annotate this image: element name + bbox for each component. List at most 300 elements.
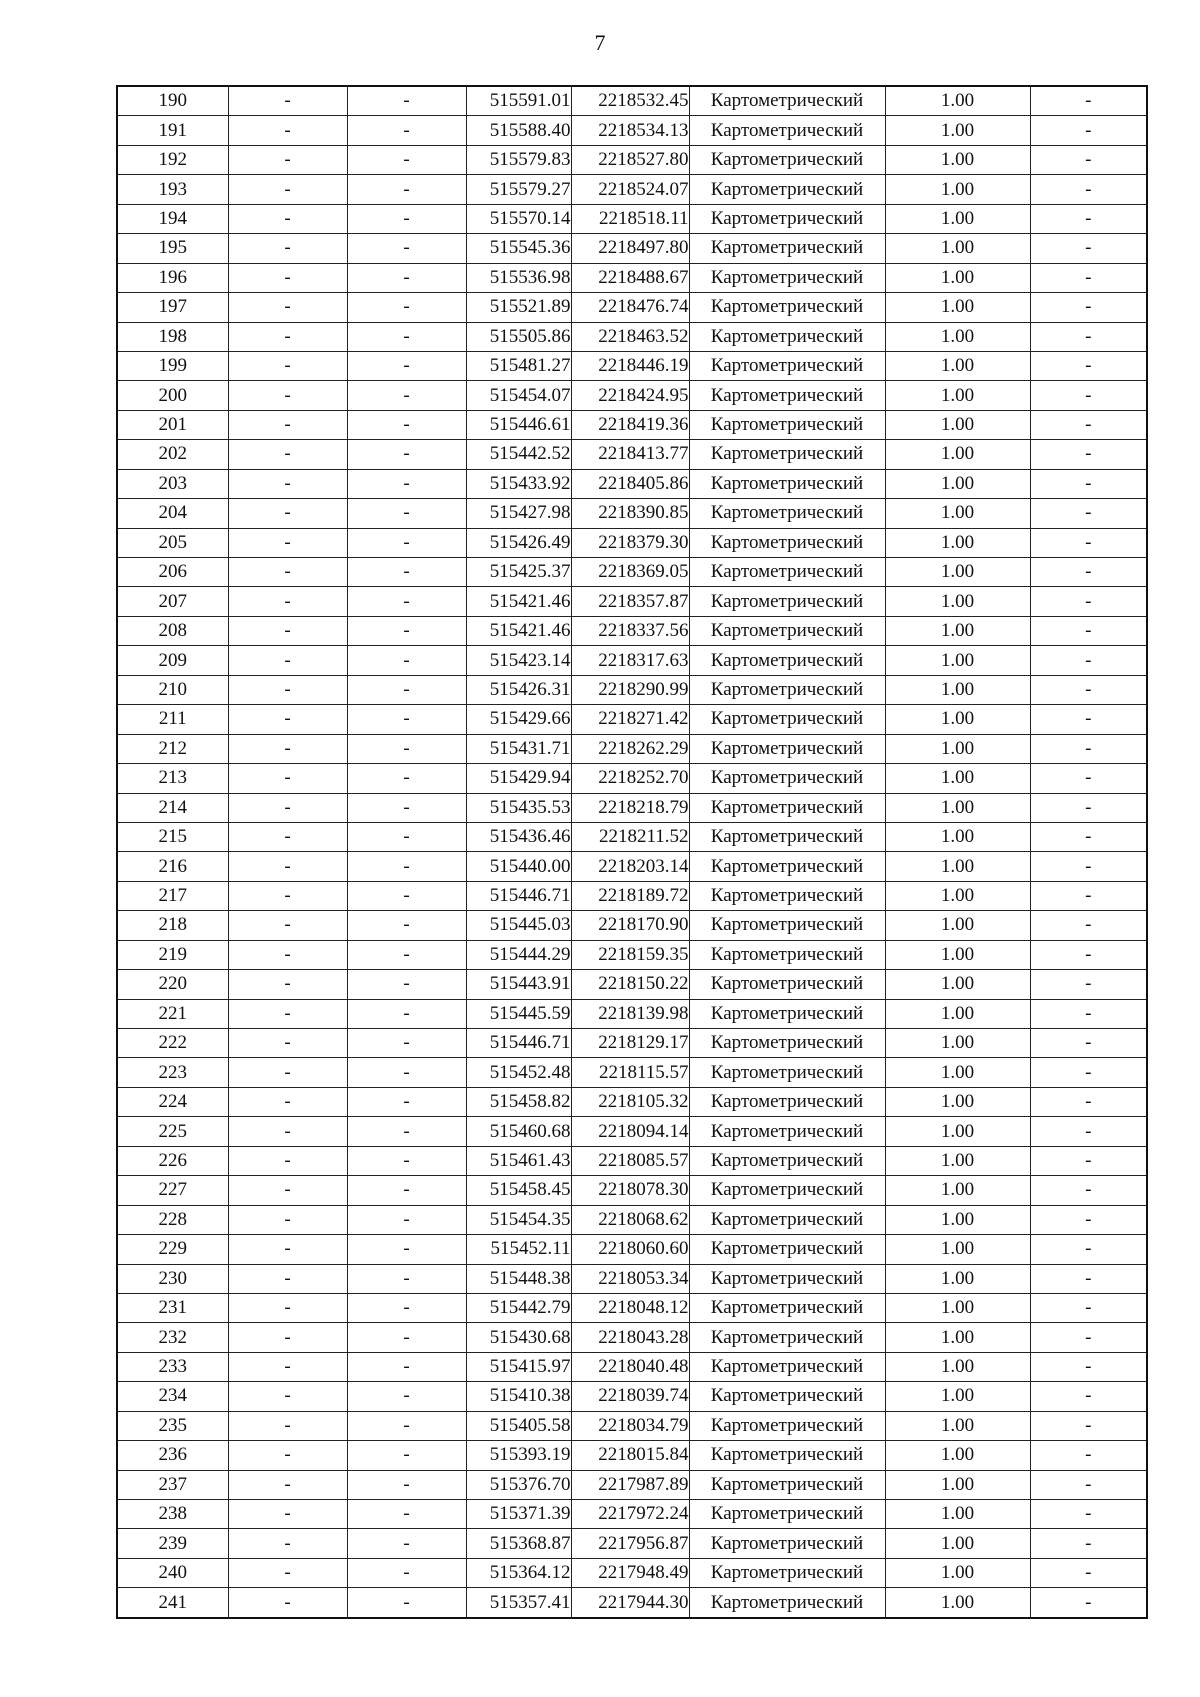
table-row [117, 234, 1147, 263]
old-y-cell: - [347, 440, 466, 469]
accuracy-cell: 1.00 [885, 175, 1030, 204]
x-coordinate-cell: 515458.82 [466, 1087, 571, 1116]
accuracy-cell: 1.00 [885, 822, 1030, 851]
note-cell: - [1030, 175, 1147, 204]
point-number-cell: 220 [117, 970, 228, 999]
accuracy-cell: 1.00 [885, 1500, 1030, 1529]
old-y-cell: - [347, 469, 466, 498]
y-coordinate-cell: 2218534.13 [571, 116, 689, 145]
method-cell: Картометрический [689, 440, 885, 469]
x-coordinate-cell: 515481.27 [466, 351, 571, 380]
old-x-cell: - [228, 881, 347, 910]
table-row [117, 1352, 1147, 1381]
x-coordinate-cell: 515579.27 [466, 175, 571, 204]
old-y-cell: - [347, 1117, 466, 1146]
old-y-cell: - [347, 1470, 466, 1499]
method-cell: Картометрический [689, 469, 885, 498]
table-row [117, 1176, 1147, 1205]
table-row [117, 528, 1147, 557]
x-coordinate-cell: 515448.38 [466, 1264, 571, 1293]
y-coordinate-cell: 2218390.85 [571, 499, 689, 528]
old-y-cell: - [347, 1382, 466, 1411]
accuracy-cell: 1.00 [885, 1382, 1030, 1411]
method-cell: Картометрический [689, 999, 885, 1028]
method-cell: Картометрический [689, 1117, 885, 1146]
table-row [117, 940, 1147, 969]
old-y-cell: - [347, 322, 466, 351]
point-number-cell: 219 [117, 940, 228, 969]
x-coordinate-cell: 515446.71 [466, 1029, 571, 1058]
table-row [117, 1087, 1147, 1116]
table-row [117, 1588, 1147, 1618]
method-cell: Картометрический [689, 646, 885, 675]
y-coordinate-cell: 2218139.98 [571, 999, 689, 1028]
point-number-cell: 199 [117, 351, 228, 380]
point-number-cell: 211 [117, 705, 228, 734]
point-number-cell: 241 [117, 1588, 228, 1618]
old-y-cell: - [347, 204, 466, 233]
y-coordinate-cell: 2218446.19 [571, 351, 689, 380]
x-coordinate-cell: 515393.19 [466, 1441, 571, 1470]
x-coordinate-cell: 515426.31 [466, 675, 571, 704]
y-coordinate-cell: 2218078.30 [571, 1176, 689, 1205]
table-row [117, 1235, 1147, 1264]
old-x-cell: - [228, 1029, 347, 1058]
old-y-cell: - [347, 705, 466, 734]
point-number-cell: 218 [117, 911, 228, 940]
old-x-cell: - [228, 351, 347, 380]
accuracy-cell: 1.00 [885, 1529, 1030, 1558]
accuracy-cell: 1.00 [885, 911, 1030, 940]
table-row [117, 322, 1147, 351]
y-coordinate-cell: 2218413.77 [571, 440, 689, 469]
old-x-cell: - [228, 764, 347, 793]
table-row [117, 734, 1147, 763]
method-cell: Картометрический [689, 1352, 885, 1381]
y-coordinate-cell: 2218105.32 [571, 1087, 689, 1116]
x-coordinate-cell: 515427.98 [466, 499, 571, 528]
x-coordinate-cell: 515421.46 [466, 587, 571, 616]
x-coordinate-cell: 515445.59 [466, 999, 571, 1028]
y-coordinate-cell: 2218211.52 [571, 822, 689, 851]
accuracy-cell: 1.00 [885, 1470, 1030, 1499]
accuracy-cell: 1.00 [885, 1264, 1030, 1293]
y-coordinate-cell: 2218262.29 [571, 734, 689, 763]
x-coordinate-cell: 515423.14 [466, 646, 571, 675]
note-cell: - [1030, 499, 1147, 528]
x-coordinate-cell: 515376.70 [466, 1470, 571, 1499]
y-coordinate-cell: 2218060.60 [571, 1235, 689, 1264]
method-cell: Картометрический [689, 1029, 885, 1058]
old-x-cell: - [228, 1205, 347, 1234]
method-cell: Картометрический [689, 1058, 885, 1087]
point-number-cell: 239 [117, 1529, 228, 1558]
method-cell: Картометрический [689, 1293, 885, 1322]
old-x-cell: - [228, 1176, 347, 1205]
note-cell: - [1030, 1176, 1147, 1205]
x-coordinate-cell: 515440.00 [466, 852, 571, 881]
method-cell: Картометрический [689, 1087, 885, 1116]
accuracy-cell: 1.00 [885, 145, 1030, 174]
point-number-cell: 224 [117, 1087, 228, 1116]
method-cell: Картометрический [689, 911, 885, 940]
y-coordinate-cell: 2218532.45 [571, 86, 689, 116]
table-row [117, 175, 1147, 204]
note-cell: - [1030, 1087, 1147, 1116]
old-y-cell: - [347, 1588, 466, 1618]
x-coordinate-cell: 515452.48 [466, 1058, 571, 1087]
method-cell: Картометрический [689, 970, 885, 999]
old-x-cell: - [228, 734, 347, 763]
old-y-cell: - [347, 646, 466, 675]
accuracy-cell: 1.00 [885, 1323, 1030, 1352]
y-coordinate-cell: 2218290.99 [571, 675, 689, 704]
accuracy-cell: 1.00 [885, 999, 1030, 1028]
accuracy-cell: 1.00 [885, 734, 1030, 763]
point-number-cell: 195 [117, 234, 228, 263]
old-x-cell: - [228, 1500, 347, 1529]
old-y-cell: - [347, 1205, 466, 1234]
x-coordinate-cell: 515570.14 [466, 204, 571, 233]
y-coordinate-cell: 2217944.30 [571, 1588, 689, 1618]
accuracy-cell: 1.00 [885, 322, 1030, 351]
y-coordinate-cell: 2218405.86 [571, 469, 689, 498]
table-row [117, 793, 1147, 822]
note-cell: - [1030, 646, 1147, 675]
old-x-cell: - [228, 1087, 347, 1116]
accuracy-cell: 1.00 [885, 293, 1030, 322]
x-coordinate-cell: 515368.87 [466, 1529, 571, 1558]
accuracy-cell: 1.00 [885, 1588, 1030, 1618]
point-number-cell: 205 [117, 528, 228, 557]
method-cell: Картометрический [689, 1235, 885, 1264]
accuracy-cell: 1.00 [885, 116, 1030, 145]
note-cell: - [1030, 86, 1147, 116]
accuracy-cell: 1.00 [885, 1176, 1030, 1205]
note-cell: - [1030, 852, 1147, 881]
point-number-cell: 240 [117, 1558, 228, 1587]
accuracy-cell: 1.00 [885, 1235, 1030, 1264]
old-x-cell: - [228, 1323, 347, 1352]
accuracy-cell: 1.00 [885, 1411, 1030, 1440]
table-row [117, 86, 1147, 116]
method-cell: Картометрический [689, 1382, 885, 1411]
old-x-cell: - [228, 646, 347, 675]
method-cell: Картометрический [689, 852, 885, 881]
accuracy-cell: 1.00 [885, 881, 1030, 910]
method-cell: Картометрический [689, 881, 885, 910]
x-coordinate-cell: 515415.97 [466, 1352, 571, 1381]
point-number-cell: 200 [117, 381, 228, 410]
old-y-cell: - [347, 999, 466, 1028]
x-coordinate-cell: 515458.45 [466, 1176, 571, 1205]
accuracy-cell: 1.00 [885, 381, 1030, 410]
accuracy-cell: 1.00 [885, 646, 1030, 675]
method-cell: Картометрический [689, 86, 885, 116]
old-y-cell: - [347, 940, 466, 969]
old-x-cell: - [228, 940, 347, 969]
old-y-cell: - [347, 116, 466, 145]
note-cell: - [1030, 351, 1147, 380]
old-x-cell: - [228, 793, 347, 822]
note-cell: - [1030, 1146, 1147, 1175]
old-y-cell: - [347, 293, 466, 322]
note-cell: - [1030, 293, 1147, 322]
note-cell: - [1030, 263, 1147, 292]
table-row [117, 558, 1147, 587]
method-cell: Картометрический [689, 1588, 885, 1618]
old-x-cell: - [228, 970, 347, 999]
old-x-cell: - [228, 616, 347, 645]
point-number-cell: 194 [117, 204, 228, 233]
old-x-cell: - [228, 234, 347, 263]
page-number: 7 [594, 30, 606, 55]
x-coordinate-cell: 515454.35 [466, 1205, 571, 1234]
y-coordinate-cell: 2218039.74 [571, 1382, 689, 1411]
accuracy-cell: 1.00 [885, 1441, 1030, 1470]
note-cell: - [1030, 705, 1147, 734]
point-number-cell: 201 [117, 410, 228, 439]
old-y-cell: - [347, 558, 466, 587]
accuracy-cell: 1.00 [885, 1029, 1030, 1058]
x-coordinate-cell: 515430.68 [466, 1323, 571, 1352]
accuracy-cell: 1.00 [885, 587, 1030, 616]
table-row [117, 116, 1147, 145]
method-cell: Картометрический [689, 293, 885, 322]
method-cell: Картометрический [689, 1323, 885, 1352]
y-coordinate-cell: 2218034.79 [571, 1411, 689, 1440]
table-row [117, 1264, 1147, 1293]
y-coordinate-cell: 2218053.34 [571, 1264, 689, 1293]
old-y-cell: - [347, 175, 466, 204]
old-x-cell: - [228, 469, 347, 498]
table-row [117, 1058, 1147, 1087]
method-cell: Картометрический [689, 528, 885, 557]
old-y-cell: - [347, 381, 466, 410]
old-y-cell: - [347, 970, 466, 999]
method-cell: Картометрический [689, 675, 885, 704]
old-y-cell: - [347, 822, 466, 851]
method-cell: Картометрический [689, 705, 885, 734]
table-row [117, 1146, 1147, 1175]
note-cell: - [1030, 881, 1147, 910]
x-coordinate-cell: 515588.40 [466, 116, 571, 145]
old-y-cell: - [347, 1264, 466, 1293]
note-cell: - [1030, 616, 1147, 645]
point-number-cell: 204 [117, 499, 228, 528]
old-x-cell: - [228, 1117, 347, 1146]
point-number-cell: 196 [117, 263, 228, 292]
note-cell: - [1030, 793, 1147, 822]
method-cell: Картометрический [689, 734, 885, 763]
method-cell: Картометрический [689, 587, 885, 616]
y-coordinate-cell: 2218419.36 [571, 410, 689, 439]
y-coordinate-cell: 2218218.79 [571, 793, 689, 822]
table-row [117, 293, 1147, 322]
accuracy-cell: 1.00 [885, 764, 1030, 793]
note-cell: - [1030, 1470, 1147, 1499]
old-y-cell: - [347, 587, 466, 616]
point-number-cell: 222 [117, 1029, 228, 1058]
old-x-cell: - [228, 145, 347, 174]
table-row [117, 1382, 1147, 1411]
y-coordinate-cell: 2217948.49 [571, 1558, 689, 1587]
old-y-cell: - [347, 263, 466, 292]
note-cell: - [1030, 1058, 1147, 1087]
method-cell: Картометрический [689, 1441, 885, 1470]
method-cell: Картометрический [689, 145, 885, 174]
old-x-cell: - [228, 587, 347, 616]
y-coordinate-cell: 2218068.62 [571, 1205, 689, 1234]
table-row [117, 410, 1147, 439]
y-coordinate-cell: 2218252.70 [571, 764, 689, 793]
old-y-cell: - [347, 1352, 466, 1381]
table-row [117, 204, 1147, 233]
point-number-cell: 221 [117, 999, 228, 1028]
old-x-cell: - [228, 1146, 347, 1175]
x-coordinate-cell: 515460.68 [466, 1117, 571, 1146]
point-number-cell: 237 [117, 1470, 228, 1499]
y-coordinate-cell: 2218337.56 [571, 616, 689, 645]
old-y-cell: - [347, 852, 466, 881]
old-x-cell: - [228, 675, 347, 704]
x-coordinate-cell: 515436.46 [466, 822, 571, 851]
note-cell: - [1030, 940, 1147, 969]
y-coordinate-cell: 2218129.17 [571, 1029, 689, 1058]
x-coordinate-cell: 515429.94 [466, 764, 571, 793]
old-y-cell: - [347, 1441, 466, 1470]
old-x-cell: - [228, 322, 347, 351]
table-row [117, 1029, 1147, 1058]
table-row [117, 1558, 1147, 1587]
accuracy-cell: 1.00 [885, 1058, 1030, 1087]
old-x-cell: - [228, 1293, 347, 1322]
y-coordinate-cell: 2218159.35 [571, 940, 689, 969]
old-y-cell: - [347, 764, 466, 793]
old-y-cell: - [347, 1176, 466, 1205]
accuracy-cell: 1.00 [885, 440, 1030, 469]
old-x-cell: - [228, 528, 347, 557]
old-x-cell: - [228, 999, 347, 1028]
x-coordinate-cell: 515421.46 [466, 616, 571, 645]
table-row [117, 1205, 1147, 1234]
accuracy-cell: 1.00 [885, 940, 1030, 969]
y-coordinate-cell: 2218085.57 [571, 1146, 689, 1175]
note-cell: - [1030, 1323, 1147, 1352]
method-cell: Картометрический [689, 204, 885, 233]
old-y-cell: - [347, 734, 466, 763]
note-cell: - [1030, 1205, 1147, 1234]
old-y-cell: - [347, 1500, 466, 1529]
y-coordinate-cell: 2218424.95 [571, 381, 689, 410]
table-row [117, 675, 1147, 704]
table-row [117, 1117, 1147, 1146]
table-row [117, 1293, 1147, 1322]
point-number-cell: 234 [117, 1382, 228, 1411]
table-row [117, 1529, 1147, 1558]
table-row [117, 351, 1147, 380]
note-cell: - [1030, 1588, 1147, 1618]
table-row [117, 1441, 1147, 1470]
method-cell: Картометрический [689, 499, 885, 528]
point-number-cell: 210 [117, 675, 228, 704]
note-cell: - [1030, 1500, 1147, 1529]
x-coordinate-cell: 515357.41 [466, 1588, 571, 1618]
old-y-cell: - [347, 1529, 466, 1558]
point-number-cell: 202 [117, 440, 228, 469]
x-coordinate-cell: 515433.92 [466, 469, 571, 498]
old-y-cell: - [347, 351, 466, 380]
note-cell: - [1030, 145, 1147, 174]
old-x-cell: - [228, 911, 347, 940]
x-coordinate-cell: 515521.89 [466, 293, 571, 322]
old-x-cell: - [228, 1411, 347, 1440]
method-cell: Картометрический [689, 822, 885, 851]
x-coordinate-cell: 515410.38 [466, 1382, 571, 1411]
old-y-cell: - [347, 1029, 466, 1058]
table-row [117, 1323, 1147, 1352]
accuracy-cell: 1.00 [885, 499, 1030, 528]
x-coordinate-cell: 515442.79 [466, 1293, 571, 1322]
accuracy-cell: 1.00 [885, 852, 1030, 881]
y-coordinate-cell: 2218369.05 [571, 558, 689, 587]
accuracy-cell: 1.00 [885, 351, 1030, 380]
x-coordinate-cell: 515454.07 [466, 381, 571, 410]
x-coordinate-cell: 515425.37 [466, 558, 571, 587]
y-coordinate-cell: 2218048.12 [571, 1293, 689, 1322]
note-cell: - [1030, 764, 1147, 793]
method-cell: Картометрический [689, 940, 885, 969]
table-row [117, 499, 1147, 528]
note-cell: - [1030, 822, 1147, 851]
accuracy-cell: 1.00 [885, 1293, 1030, 1322]
x-coordinate-cell: 515371.39 [466, 1500, 571, 1529]
point-number-cell: 193 [117, 175, 228, 204]
y-coordinate-cell: 2217972.24 [571, 1500, 689, 1529]
method-cell: Картометрический [689, 410, 885, 439]
x-coordinate-cell: 515446.61 [466, 410, 571, 439]
y-coordinate-cell: 2218497.80 [571, 234, 689, 263]
x-coordinate-cell: 515452.11 [466, 1235, 571, 1264]
point-number-cell: 215 [117, 822, 228, 851]
method-cell: Картометрический [689, 1146, 885, 1175]
old-x-cell: - [228, 1558, 347, 1587]
method-cell: Картометрический [689, 322, 885, 351]
table-row [117, 1500, 1147, 1529]
table-row [117, 705, 1147, 734]
table-row [117, 646, 1147, 675]
old-x-cell: - [228, 293, 347, 322]
x-coordinate-cell: 515446.71 [466, 881, 571, 910]
note-cell: - [1030, 558, 1147, 587]
old-x-cell: - [228, 116, 347, 145]
x-coordinate-cell: 515431.71 [466, 734, 571, 763]
table-row [117, 999, 1147, 1028]
y-coordinate-cell: 2218015.84 [571, 1441, 689, 1470]
old-y-cell: - [347, 793, 466, 822]
table-row [117, 911, 1147, 940]
old-x-cell: - [228, 1264, 347, 1293]
old-x-cell: - [228, 1588, 347, 1618]
note-cell: - [1030, 587, 1147, 616]
accuracy-cell: 1.00 [885, 263, 1030, 292]
point-number-cell: 191 [117, 116, 228, 145]
y-coordinate-cell: 2218463.52 [571, 322, 689, 351]
accuracy-cell: 1.00 [885, 1146, 1030, 1175]
table-row [117, 881, 1147, 910]
point-number-cell: 192 [117, 145, 228, 174]
note-cell: - [1030, 1411, 1147, 1440]
